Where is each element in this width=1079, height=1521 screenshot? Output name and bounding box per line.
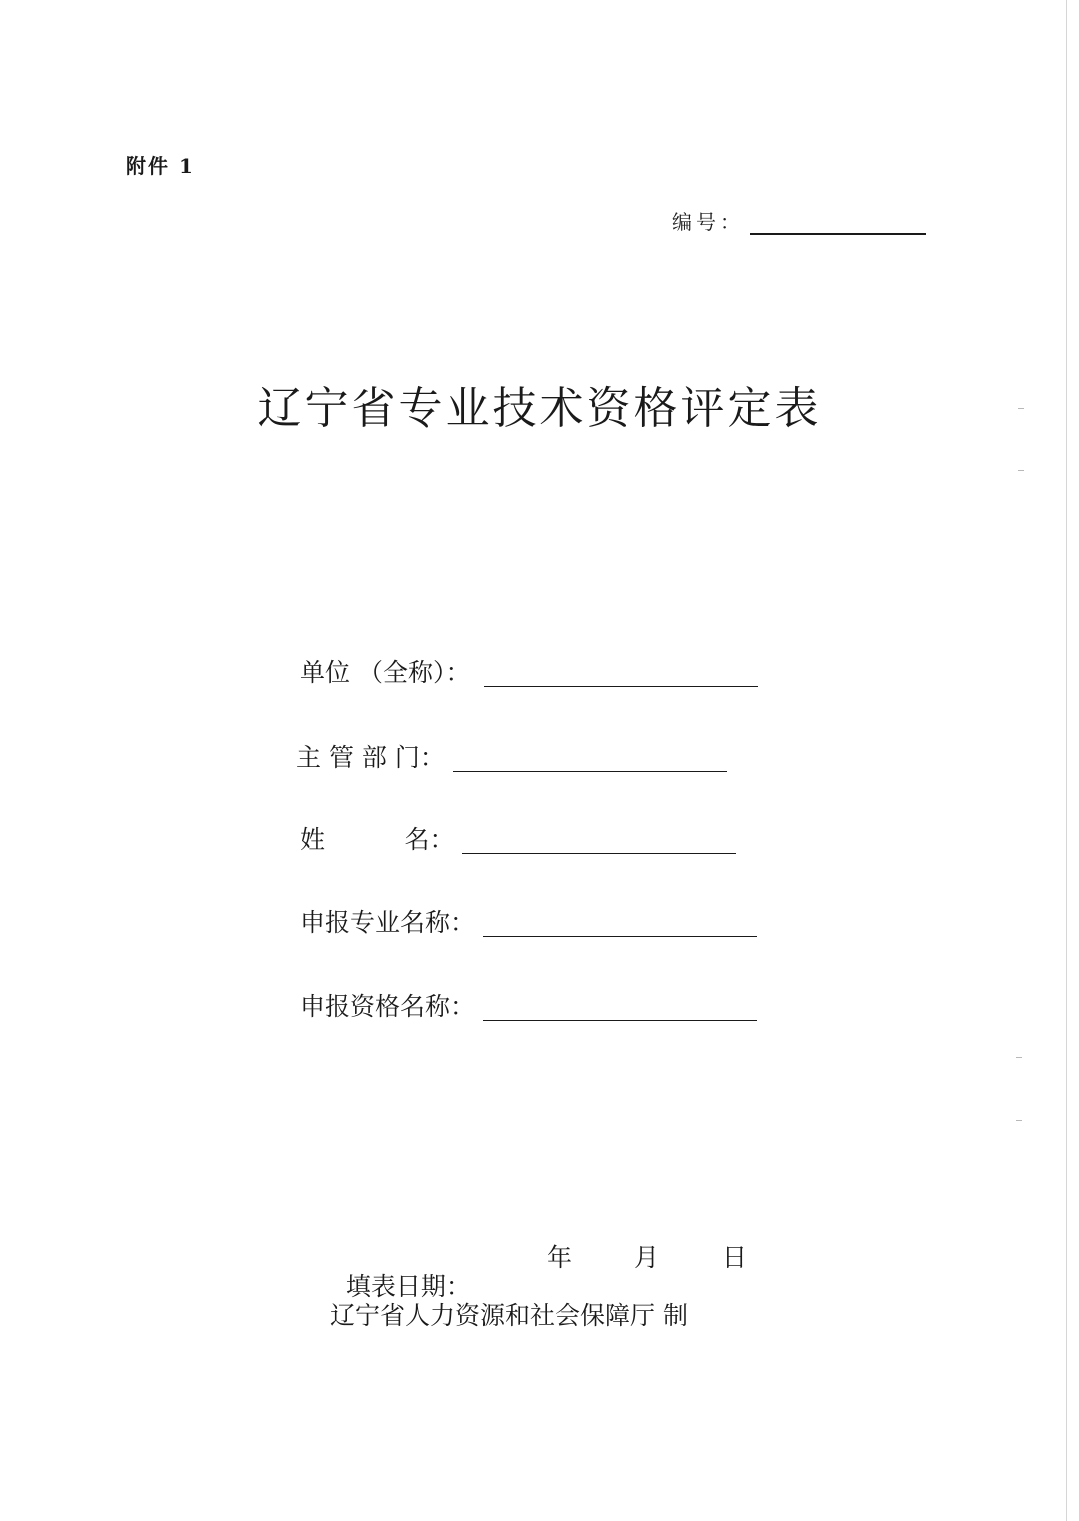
serial-number-row <box>672 206 926 235</box>
field-qualification-blank[interactable] <box>483 1020 757 1021</box>
scan-mark <box>1018 470 1024 471</box>
field-name-blank[interactable] <box>462 853 736 854</box>
serial-number-blank[interactable] <box>750 233 926 235</box>
document-title: 辽宁省专业技术资格评定表 <box>257 383 822 434</box>
field-qualification-label: 申报资格名称： <box>300 992 476 1021</box>
field-major-label: 申报专业名称： <box>300 908 476 937</box>
fill-date-row <box>330 1238 471 1303</box>
field-department <box>296 738 727 774</box>
fill-date-month: 月 <box>634 1243 660 1272</box>
field-unit-blank[interactable] <box>484 686 758 687</box>
field-unit <box>300 653 758 689</box>
page-edge <box>1066 0 1067 1521</box>
scan-mark <box>1016 1120 1022 1121</box>
field-department-label: 主 管 部 门： <box>296 743 445 772</box>
scan-mark <box>1016 1057 1022 1058</box>
field-department-blank[interactable] <box>453 771 727 772</box>
fill-date-year: 年 <box>547 1243 573 1272</box>
field-name-label: 姓 名： <box>300 825 455 854</box>
field-name <box>300 820 736 856</box>
field-unit-label: 单位 （全称）： <box>300 658 471 687</box>
serial-number-label: 编号： <box>672 210 744 234</box>
issuer-line: 辽宁省人力资源和社会保障厅 制 <box>330 1301 688 1330</box>
field-qualification <box>300 987 757 1023</box>
field-major <box>300 903 757 939</box>
fill-date-label: 填表日期： <box>345 1272 471 1301</box>
attachment-label: 附件 1 <box>126 154 195 178</box>
field-major-blank[interactable] <box>483 936 757 937</box>
fill-date-day: 日 <box>722 1243 748 1272</box>
